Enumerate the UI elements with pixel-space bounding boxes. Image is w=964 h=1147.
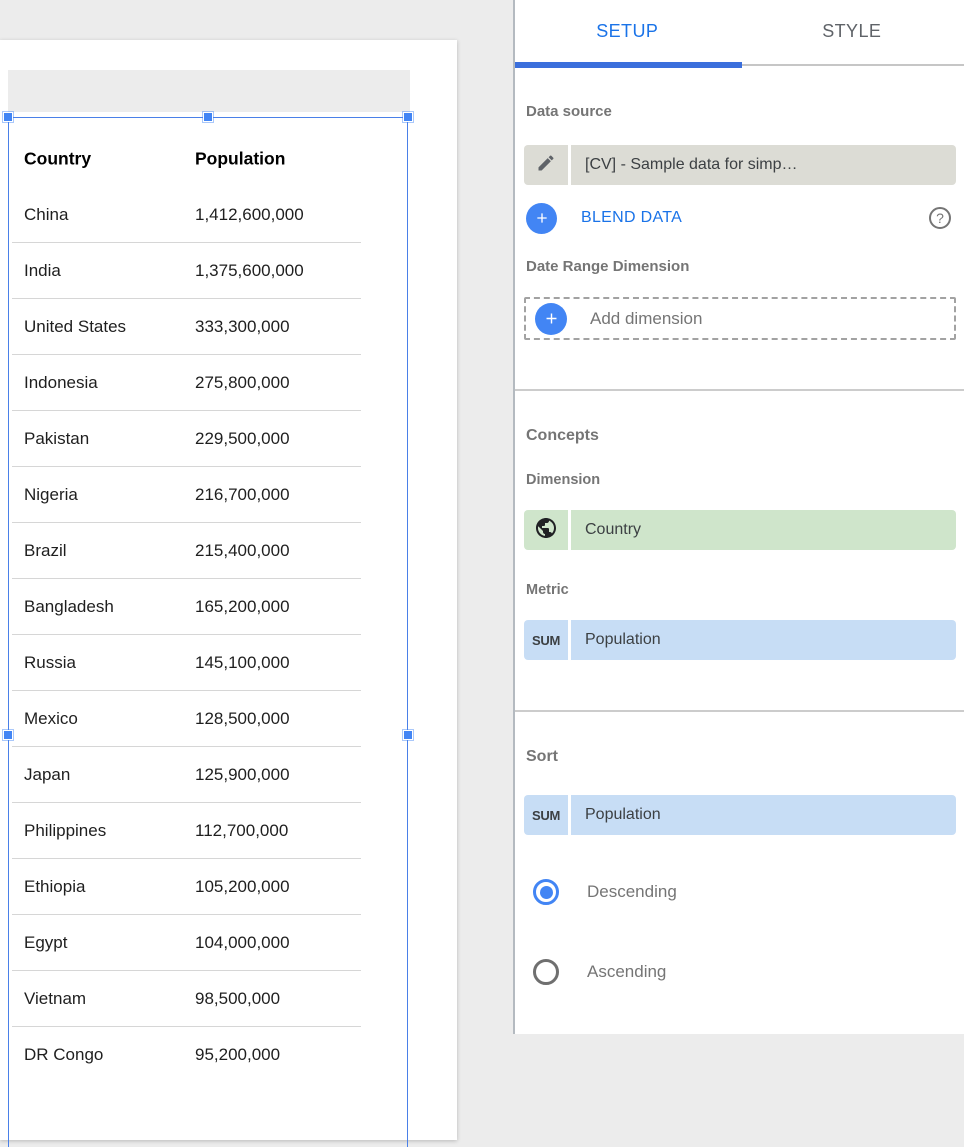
population-cell: 275,800,000 — [195, 373, 290, 393]
selection-handle-top-center[interactable] — [203, 112, 213, 122]
country-cell: Ethiopia — [24, 877, 85, 897]
population-cell: 128,500,000 — [195, 709, 290, 729]
population-cell: 1,412,600,000 — [195, 205, 304, 225]
table-row — [12, 691, 361, 747]
country-cell: United States — [24, 317, 126, 337]
selection-handle-top-right[interactable] — [403, 112, 413, 122]
table-row — [12, 411, 361, 467]
add-dimension-dropzone[interactable] — [524, 297, 956, 340]
concepts-label: Concepts — [526, 427, 599, 445]
population-cell: 215,400,000 — [195, 541, 290, 561]
country-cell: Vietnam — [24, 989, 86, 1009]
country-cell: Egypt — [24, 933, 67, 953]
add-dimension-label: Add dimension — [590, 309, 702, 329]
selection-handle-mid-right[interactable] — [403, 730, 413, 740]
sort-field-chip[interactable] — [524, 795, 956, 835]
country-cell: Bangladesh — [24, 597, 114, 617]
plus-icon — [526, 203, 557, 234]
population-cell: 95,200,000 — [195, 1045, 280, 1065]
data-source-name[interactable]: [CV] - Sample data for simp… — [571, 145, 956, 185]
population-cell: 125,900,000 — [195, 765, 290, 785]
data-source-label: Data source — [526, 103, 612, 120]
table-row — [12, 299, 361, 355]
tab-style[interactable]: STYLE — [740, 0, 964, 62]
country-column-header: Country — [24, 149, 91, 170]
active-tab-indicator — [515, 62, 742, 68]
panel-tabs — [515, 0, 964, 68]
pencil-icon — [536, 153, 556, 178]
table-row — [12, 971, 361, 1027]
blend-data-button[interactable] — [526, 201, 956, 235]
table-row — [12, 523, 361, 579]
sort-ascending-option[interactable] — [533, 959, 666, 985]
plus-icon — [535, 303, 567, 335]
country-cell: Brazil — [24, 541, 67, 561]
country-cell: Japan — [24, 765, 70, 785]
country-cell: Philippines — [24, 821, 106, 841]
table-row — [12, 579, 361, 635]
tab-divider — [742, 64, 964, 66]
country-cell: Mexico — [24, 709, 78, 729]
country-cell: Indonesia — [24, 373, 98, 393]
table-row — [12, 1027, 361, 1083]
sort-descending-option[interactable] — [533, 879, 677, 905]
table-rows — [12, 187, 361, 1083]
ascending-label: Ascending — [587, 962, 666, 982]
country-cell: Pakistan — [24, 429, 89, 449]
section-divider — [515, 389, 964, 391]
table-row — [12, 859, 361, 915]
date-range-dimension-label: Date Range Dimension — [526, 258, 689, 275]
data-source-chip[interactable] — [524, 145, 956, 185]
chart-header-strip — [8, 70, 410, 112]
metric-label: Metric — [526, 582, 569, 598]
dimension-label: Dimension — [526, 472, 600, 488]
population-table[interactable] — [12, 131, 361, 1083]
table-row — [12, 915, 361, 971]
selection-handle-top-left[interactable] — [3, 112, 13, 122]
edit-datasource-button[interactable] — [524, 145, 568, 185]
population-cell: 112,700,000 — [195, 821, 288, 841]
population-cell: 216,700,000 — [195, 485, 290, 505]
population-cell: 104,000,000 — [195, 933, 290, 953]
section-divider — [515, 710, 964, 712]
properties-panel — [513, 0, 964, 1034]
country-cell: India — [24, 261, 61, 281]
radio-unselected-icon[interactable] — [533, 959, 559, 985]
tab-setup[interactable]: SETUP — [515, 0, 740, 62]
sort-label: Sort — [526, 748, 558, 766]
table-row — [12, 635, 361, 691]
population-cell: 165,200,000 — [195, 597, 290, 617]
country-cell: Nigeria — [24, 485, 78, 505]
country-cell: Russia — [24, 653, 76, 673]
table-header-row — [12, 131, 361, 187]
metric-chip[interactable] — [524, 620, 956, 660]
population-cell: 145,100,000 — [195, 653, 290, 673]
population-cell: 105,200,000 — [195, 877, 290, 897]
population-cell: 98,500,000 — [195, 989, 280, 1009]
table-row — [12, 747, 361, 803]
help-icon[interactable]: ? — [929, 207, 951, 229]
report-canvas[interactable] — [0, 40, 457, 1140]
selection-handle-mid-left[interactable] — [3, 730, 13, 740]
population-cell: 333,300,000 — [195, 317, 290, 337]
population-cell: 229,500,000 — [195, 429, 290, 449]
country-cell: China — [24, 205, 68, 225]
table-row — [12, 355, 361, 411]
population-column-header: Population — [195, 149, 285, 170]
globe-icon — [534, 516, 558, 545]
radio-selected-icon[interactable] — [533, 879, 559, 905]
dimension-field-name[interactable]: Country — [571, 510, 956, 550]
country-cell: DR Congo — [24, 1045, 103, 1065]
sum-aggregation-badge: SUM — [532, 808, 560, 823]
table-row — [12, 803, 361, 859]
dimension-chip[interactable] — [524, 510, 956, 550]
table-row — [12, 243, 361, 299]
descending-label: Descending — [587, 882, 677, 902]
blend-data-label: BLEND DATA — [581, 209, 682, 227]
table-row — [12, 187, 361, 243]
population-cell: 1,375,600,000 — [195, 261, 304, 281]
table-row — [12, 467, 361, 523]
sum-aggregation-badge: SUM — [532, 633, 560, 648]
metric-field-name[interactable]: Population — [571, 620, 956, 660]
sort-field-name[interactable]: Population — [571, 795, 956, 835]
